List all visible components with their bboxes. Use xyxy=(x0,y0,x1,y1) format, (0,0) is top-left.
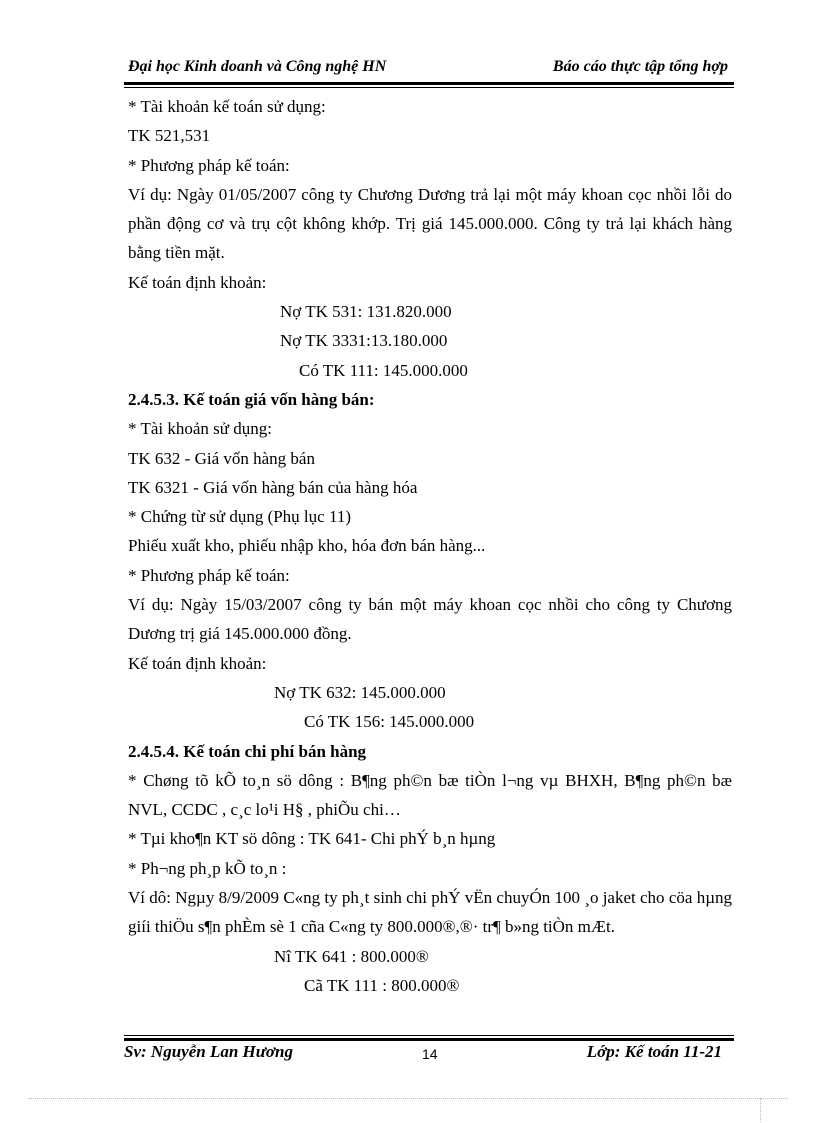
text-line: * Ph¬ng ph¸p kÕ to¸n : xyxy=(128,858,287,878)
page-boundary-dots xyxy=(28,1098,788,1099)
paragraph-example-sale: Ví dụ: Ngày 15/03/2007 công ty bán một máy khoan cọc nhồi cho công ty Chương Dương trị giá 145.000.000 đồng. xyxy=(128,595,732,644)
section-heading: 2.4.5.3. Kế toán giá vốn hàng bán: xyxy=(128,389,375,409)
journal-entry: Cã TK 111 : 800.000® xyxy=(304,975,460,995)
text-line: Kế toán định khoản: xyxy=(128,272,267,292)
page-boundary-dots xyxy=(760,1098,761,1122)
text-line: Kế toán định khoản: xyxy=(128,653,267,673)
footer-rule-thin xyxy=(124,1035,734,1036)
page-header xyxy=(128,58,732,82)
text-line: * Tài khoản kế toán sử dụng: xyxy=(128,97,326,116)
header-school: Đại học Kinh doanh và Công nghệ HN xyxy=(128,58,387,75)
page-number: 14 xyxy=(422,1046,438,1062)
paragraph-example-return: Ví dụ: Ngày 01/05/2007 công ty Chương Dương trả lại một máy khoan cọc nhồi lỗi do phần động cơ và trụ cột không khớp. Trị giá 145.000.000. Công ty trả lại khách hàng bằng tiền mặt. xyxy=(128,184,732,263)
text-line: TK 632 - Giá vốn hàng bán xyxy=(128,448,315,468)
journal-entry: Nî TK 641 : 800.000® xyxy=(274,946,429,966)
footer-rule-thick xyxy=(124,1038,734,1041)
text-line: Phiếu xuất kho, phiếu nhập kho, hóa đơn bán hàng... xyxy=(128,536,486,556)
journal-entry: Có TK 156: 145.000.000 xyxy=(304,712,475,732)
text-line: * Tài khoản sử dụng: xyxy=(128,419,272,439)
section-heading: 2.4.5.4. Kế toán chi phí bán hàng xyxy=(128,741,367,761)
journal-entry: Nợ TK 531: 131.820.000 xyxy=(280,302,452,322)
page-footer xyxy=(124,1042,734,1068)
footer-class: Lớp: Kế toán 11-21 xyxy=(586,1042,722,1061)
paragraph-documents: * Chøng tõ kÕ to¸n sö dông : B¶ng ph©n bæ tiÒn l¬ng vµ BHXH, B¶ng ph©n bæ NVL, CCDC , c¸c lo¹i H§ , phiÕu chi… xyxy=(128,770,732,820)
text-line: TK 6321 - Giá vốn hàng bán của hàng hóa xyxy=(128,477,418,497)
header-rule-thick xyxy=(124,82,734,85)
journal-entry: Nợ TK 3331:13.180.000 xyxy=(280,331,448,351)
text-line: * Phương pháp kế toán: xyxy=(128,565,290,585)
text-line: TK 521,531 xyxy=(128,126,211,146)
journal-entry: Nợ TK 632: 145.000.000 xyxy=(274,682,446,702)
paragraph-example-expense: Ví dô: Ngµy 8/9/2009 C«ng ty ph¸t sinh chi phÝ vËn chuyÓn 100 ¸o jaket cho cöa hµng giíi thiÖu s¶n phÈm sè 1 cña C«ng ty 800.000®,®· tr¶ b»ng tiÒn mÆt. xyxy=(128,888,732,937)
journal-entry: Có TK 111: 145.000.000 xyxy=(299,360,468,380)
text-line: * Tµi kho¶n KT sö dông : TK 641- Chi phÝ b¸n hµng xyxy=(128,829,496,849)
header-report-title: Báo cáo thực tập tổng hợp xyxy=(552,58,728,75)
footer-student-name: Sv: Nguyễn Lan Hương xyxy=(124,1042,294,1061)
header-rule-thin xyxy=(124,87,734,88)
text-line: * Chứng từ sử dụng (Phụ lục 11) xyxy=(128,507,351,527)
page-body xyxy=(128,92,732,1000)
text-line: * Phương pháp kế toán: xyxy=(128,155,290,175)
